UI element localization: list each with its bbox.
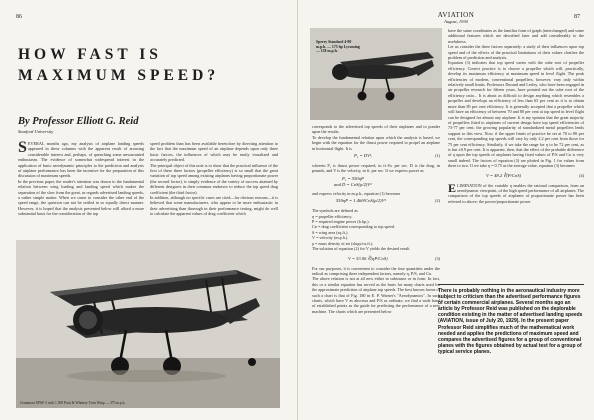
page-number: 86 — [16, 14, 22, 20]
column-2-text: speed problem than has been available heretofore by directing attention to the fact that the maximum speed of an airplane depends upon only three basic factors, the influences of which may be easily visualized and accurately predicted. The principal object of this note is to show that the practical influence of the first of these three factors (propeller efficiency) is so small that the great variation of top speed among existing airplanes having proportionate power (the second factor), is simply evidence of the variety of success attained by different designers in their common endeavor to reduce the top speed drag coefficient (the third factor). In addition, although no specific cases are cited—for obvious reasons—it is believed that some manufacturers, who appear to be more enthusiastic in their advertising than thorough in their performance testing, might do well to calculate the apparent values of drag coefficient which — [150, 141, 278, 217]
affiliation: Stanford University — [18, 129, 54, 134]
article-column-1 — [18, 141, 144, 237]
right-column-1 — [312, 124, 440, 408]
right-page — [297, 0, 594, 420]
equation-row — [312, 176, 440, 189]
equation-number: (2) — [435, 198, 440, 204]
equation-number: (3) — [435, 255, 440, 261]
issue-date: August, 1930 — [444, 19, 468, 24]
equation-row — [312, 198, 440, 206]
paragraph — [448, 180, 584, 205]
biplane-illustration — [16, 240, 280, 408]
photo-caption: Grumman XF6F-3 with 1,500 Pratt & Whitney Twin Wasp — 375 m.p.h. — [20, 401, 126, 405]
drop-cap: S — [18, 141, 27, 156]
equation-1: P₁ = DV¹, — [354, 153, 373, 159]
symbol-definitions: The symbols are defined as η = propeller efficiency. P = required engine power (b.hp.). Cᴅ = drag coefficient corresponding to top speed. S = wing area (sq.ft.). V = velocity (m.p.h.). ρ = mass density of air (slugs/cu.ft.). The solution of equation (2) for V yields the desired result — [312, 208, 410, 252]
byline: By Professor Elliott G. Reid — [18, 116, 139, 127]
inset-caption: Sperry Standard 4-90 m.p.h. — 175 hp Lycoming — 138 m.p.h. — [316, 40, 360, 54]
paragraph: For our purposes, it is convenient to consider the four quantities under the radical as comprising three independent factors, namely η, P/S, and Cᴅ. The above relation is not at all new either in substance or in form. In fact, this or a similar equation has served as the basis for many charts used for the approximate prediction of airplane top speeds. The best known forms of such a chart is that of Fig. 180 in E. P. Warner's "Aerodynamics". In such charts, which have V as abscissa and P/S as ordinate, we find a wide band of established points as the guide for predicting the performance of a new machine. The charts which are presented below — [312, 265, 440, 314]
equation-row — [312, 153, 440, 161]
magazine-name: AVIATION — [437, 11, 475, 19]
page-number: 87 — [574, 14, 580, 20]
equation-4: V = 53.06 ∛(ηP/CᴅS) — [348, 255, 388, 261]
equation-row — [312, 254, 440, 264]
editor-note: There is probably nothing in the aeronautical industry more subject to criticism than the advertised performance figures of certain commercial airplanes. Several months ago an article by Professor Reid was published on the deplorable condition existing in the matter of advertised landing speeds (AVIATION, issue of July 20, 1929). In the present paper Professor Reid simplifies much of the mathematical work needed and applies the predictions of maximum speed and compares the advertised figures for a group of conventional planes with the figures obtained by actual test for a group of typical service planes. — [438, 284, 584, 355]
paragraph: wherein P₁ is thrust power required, in ft.-lb. per sec. D is the drag, in pounds, and V is the velocity, in ft. per sec. If we express power as — [312, 163, 440, 174]
right-column-2 — [448, 28, 584, 282]
equation-2b: and D = CᴅS(ρ/2)V² — [334, 181, 372, 187]
monoplane-photo — [310, 28, 442, 120]
equation-number: (1) — [435, 153, 440, 159]
drop-cap: E — [448, 180, 457, 195]
paragraph: corresponds to the advertised top speeds of their airplanes and to ponder upon the results. To develop the fundamental relation upon which the analysis is based, we begin with the equation for the thrust power required to propel an airplane in horizontal flight. It is — [312, 124, 440, 151]
paragraph: have the same coordinates as the familiar form of graph (interchanged) and some additional features which are described later and add considerably to the usefulness. Let us consider the three factors separately: a study of their influences upon top speed and of the effects of the practical limitations of their values clarifies the problem of prediction and analysis. Equation (3) indicates that top speed varies with the cube root of propeller efficiency. Correct practice is to choose a propeller which will, practically, develop its maximum efficiency at maximum speed in level flight. The peak efficiencies of modern, conventional propellers, however, vary only within relatively small limits. Professors Durand and Lesley, who have been engaged in air propeller research for fifteen years, have pointed out the cube root of the efficiency ratio... It is about as difficult to design anything which resembles a propeller and develops an efficiency of less than 65 per cent as it is to obtain more than 85 per cent efficiency. It is generally accepted that a propeller which will have an efficiency of between 70 and 80 per cent at top speed in level flight can be designed for almost any airplane. It is my opinion that the great majority of propellers fitted to airplanes of current design have top speed efficiencies of 73-77 per cent; the growing popularity of standardized metal propellers lends support to this view. Now, if the upper limits of practice be set at 70 to 80 per cent, the corresponding top speeds will vary by only 2.2 per cent from those for 75 per cent efficiency. Similarly, if we take the range for η to be 72 per cent, as is but ±0.9 per cent. It is apparent, then, that the effect of the probable difference of η upon the top speeds of airplanes having fixed values of P/S and Cᴅ is very small indeed. The factors of equation (3) are plotted in Fig. 1 for values from three to two. If we take η = 0.75 as the average value, equation (3) becomes — [448, 28, 584, 169]
equation-5: V = 48.2 ∛(P/CᴅS) — [486, 172, 522, 178]
equation-2a: P₁ = 550ηP — [342, 175, 364, 181]
equation-number: (4) — [579, 172, 584, 178]
paragraph-text: LIMINATION of the variable η enables the rational comparison, from an aerodynamic viewpoint, of the high speed performance of all airplanes. The comparison of the top speeds of airplanes of proportionate power has been referred to above; the power/proportionate power — [448, 182, 584, 204]
equation-row — [448, 171, 584, 181]
column-1-text: EVERAL months ago, my analysis of airplane landing speeds appeared in these columns with the apparent result of arousing considerable interest and, perhaps, of quenching some unwarranted enthusiasm. The evidence of somewhat widespread interest in the application of basic aerodynamic principles to the prediction and analysis of airplane performance has been the incentive for the preparation of this discussion of maximum speeds. In the previous paper, the reader's attention was drawn to the fundamental relation between wing loading and landing speed which makes the separation of the slow from the great, as regards advertised landing speeds, a rather simple matter. When we come to consider the other end of the speed range, the question can not be settled in so equally direct manner. However, it is hoped that the analysis presented below will afford a more substantial basis for the consideration of the top — [18, 141, 144, 217]
paragraph: and express velocity in m.p.h., equation (1) becomes — [312, 190, 401, 196]
running-head — [428, 12, 484, 25]
article-column-2 — [150, 141, 278, 237]
biplane-photo — [16, 240, 280, 408]
equation-3: 550ηP = 1.466³CᴅS(ρ/2)V³ — [336, 198, 386, 204]
article-title: HOW FAST IS MAXIMUM SPEED? — [18, 46, 220, 84]
